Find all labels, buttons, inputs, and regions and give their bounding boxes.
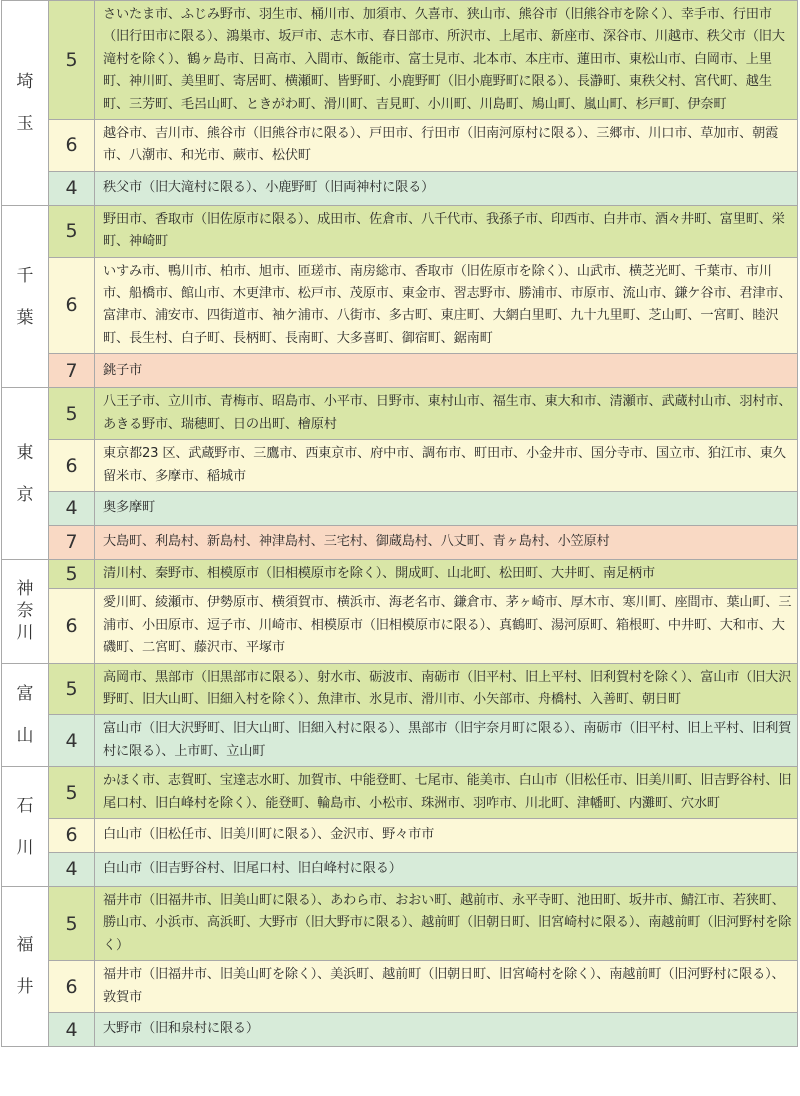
zone-number: 7 [49, 525, 95, 559]
zone-number: 6 [49, 257, 95, 354]
table-row [2, 767, 798, 819]
municipality-list: 白山市（旧吉野谷村、旧尾口村、旧白峰村に限る） [95, 852, 798, 886]
table-row [2, 388, 798, 440]
prefecture-name-char: 福 [16, 935, 34, 956]
municipality-list: さいたま市、ふじみ野市、羽生市、桶川市、加須市、久喜市、狭山市、熊谷市（旧熊谷市を除く）、幸手市、行田市（旧行田市に限る）、鴻巣市、坂戸市、志木市、春日部市、所沢市、上尾市、新座市、深谷市、川越市、秩父市（旧大滝村を除く）、鶴ヶ島市、日高市、入間市、飯能市、富士見市、北本市、本庄市、蓮田市、東松山市、白岡市、上里町、神川町、美里町、寄居町、横瀬町、皆野町、小鹿野町（旧小鹿野町に限る）、長瀞町、東秩父村、宮代町、越生町、三芳町、毛呂山町、ときがわ町、滑川町、吉見町、小川町、川島町、鳩山町、嵐山町、杉戸町、伊奈町 [95, 1, 798, 120]
municipality-list: 奥多摩町 [95, 491, 798, 525]
table-row [2, 120, 798, 172]
municipality-list: 白山市（旧松任市、旧美川町に限る）、金沢市、野々市市 [95, 818, 798, 852]
zone-number: 4 [49, 1013, 95, 1047]
table-row [2, 491, 798, 525]
zone-number: 4 [49, 715, 95, 767]
zone-number: 6 [49, 961, 95, 1013]
zone-number: 6 [49, 589, 95, 663]
zone-number: 5 [49, 767, 95, 819]
table-row [2, 440, 798, 492]
municipality-list: いすみ市、鴨川市、柏市、旭市、匝瑳市、南房総市、香取市（旧佐原市を除く）、山武市、横芝光町、千葉市、市川市、船橋市、館山市、木更津市、松戸市、茂原市、東金市、習志野市、勝浦市、市原市、流山市、鎌ケ谷市、君津市、富津市、浦安市、四街道市、袖ケ浦市、八街市、多古町、東庄町、大網白里町、九十九里町、芝山町、一宮町、睦沢町、長生村、白子町、長柄町、長南町、大多喜町、御宿町、鋸南町 [95, 257, 798, 354]
zone-number: 5 [49, 388, 95, 440]
prefecture-name-char: 埼 [16, 71, 34, 92]
zone-number: 4 [49, 852, 95, 886]
table-row [2, 257, 798, 354]
prefecture-name-char: 川 [16, 837, 34, 858]
prefecture-name-char: 東 [16, 442, 34, 463]
prefecture-cell [2, 886, 49, 1046]
table-row [2, 525, 798, 559]
municipality-list: 東京都23 区、武蔵野市、三鷹市、西東京市、府中市、調布市、町田市、小金井市、国分寺市、国立市、狛江市、東久留米市、多摩市、稲城市 [95, 440, 798, 492]
municipality-list: 高岡市、黒部市（旧黒部市に限る）、射水市、砺波市、南砺市（旧平村、旧上平村、旧利賀村を除く）、富山市（旧大沢野町、旧大山町、旧細入村を除く）、魚津市、氷見市、滑川市、小矢部市、舟橋村、入善町、朝日町 [95, 663, 798, 715]
zone-number: 5 [49, 559, 95, 588]
table-row [2, 818, 798, 852]
municipality-list: 越谷市、吉川市、熊谷市（旧熊谷市に限る）、戸田市、行田市（旧南河原村に限る）、三郷市、川口市、草加市、朝霞市、八潮市、和光市、蕨市、松伏町 [95, 120, 798, 172]
zone-number: 5 [49, 886, 95, 960]
table-row [2, 886, 798, 960]
table-row [2, 559, 798, 588]
table-row [2, 852, 798, 886]
prefecture-name-char: 葉 [16, 307, 34, 328]
table-row [2, 663, 798, 715]
table-row [2, 1, 798, 120]
zone-number: 6 [49, 120, 95, 172]
prefecture-cell [2, 388, 49, 560]
municipality-list: 大島町、利島村、新島村、神津島村、三宅村、御蔵島村、八丈町、青ヶ島村、小笠原村 [95, 525, 798, 559]
zone-number: 5 [49, 1, 95, 120]
prefecture-name-char: 神 [16, 579, 34, 600]
prefecture-name-char: 京 [16, 484, 34, 505]
zone-number: 4 [49, 491, 95, 525]
municipality-list: 銚子市 [95, 354, 798, 388]
municipality-list: 富山市（旧大沢野町、旧大山町、旧細入村に限る）、黒部市（旧宇奈月町に限る）、南砺市（旧平村、旧上平村、旧利賀村に限る）、上市町、立山町 [95, 715, 798, 767]
table-row [2, 589, 798, 663]
municipality-list: 秩父市（旧大滝村に限る）、小鹿野町（旧両神村に限る） [95, 171, 798, 205]
municipality-list: 福井市（旧福井市、旧美山町に限る）、あわら市、おおい町、越前市、永平寺町、池田町、坂井市、鯖江市、若狭町、勝山市、小浜市、高浜町、大野市（旧大野市に限る）、越前町（旧朝日町、旧宮崎村に限る）、南越前町（旧河野村を除く） [95, 886, 798, 960]
municipality-list: かほく市、志賀町、宝達志水町、加賀市、中能登町、七尾市、能美市、白山市（旧松任市、旧美川町、旧吉野谷村、旧尾口村、旧白峰村を除く）、能登町、輪島市、小松市、珠洲市、羽咋市、川北町、津幡町、内灘町、穴水町 [95, 767, 798, 819]
prefecture-cell [2, 1, 49, 206]
municipality-list: 福井市（旧福井市、旧美山町を除く）、美浜町、越前町（旧朝日町、旧宮崎村を除く）、南越前町（旧河野村に限る）、敦賀市 [95, 961, 798, 1013]
zone-number: 6 [49, 440, 95, 492]
table-row [2, 354, 798, 388]
zone-number: 5 [49, 663, 95, 715]
prefecture-name-char: 石 [16, 795, 34, 816]
zone-number: 7 [49, 354, 95, 388]
prefecture-name-char: 山 [16, 725, 34, 746]
prefecture-name-char: 奈 [16, 601, 34, 622]
prefecture-name-char: 井 [16, 977, 34, 998]
zone-number: 6 [49, 818, 95, 852]
zone-number: 5 [49, 205, 95, 257]
municipality-list: 大野市（旧和泉村に限る） [95, 1013, 798, 1047]
table-row [2, 171, 798, 205]
table-row [2, 1013, 798, 1047]
energy-zone-table [1, 0, 798, 1047]
table-row [2, 715, 798, 767]
municipality-list: 野田市、香取市（旧佐原市に限る）、成田市、佐倉市、八千代市、我孫子市、印西市、白井市、酒々井町、富里町、栄町、神崎町 [95, 205, 798, 257]
prefecture-cell [2, 767, 49, 887]
zone-number: 4 [49, 171, 95, 205]
prefecture-name-char: 富 [16, 683, 34, 704]
municipality-list: 愛川町、綾瀬市、伊勢原市、横須賀市、横浜市、海老名市、鎌倉市、茅ヶ崎市、厚木市、寒川町、座間市、葉山町、三浦市、小田原市、逗子市、川崎市、相模原市（旧相模原市に限る）、真鶴町、湯河原町、箱根町、中井町、大和市、大磯町、二宮町、藤沢市、平塚市 [95, 589, 798, 663]
prefecture-name-char: 玉 [16, 113, 34, 134]
prefecture-cell [2, 559, 49, 663]
municipality-list: 清川村、秦野市、相模原市（旧相模原市を除く）、開成町、山北町、松田町、大井町、南足柄市 [95, 559, 798, 588]
municipality-list: 八王子市、立川市、青梅市、昭島市、小平市、日野市、東村山市、福生市、東大和市、清瀬市、武蔵村山市、羽村市、あきる野市、瑞穂町、日の出町、檜原村 [95, 388, 798, 440]
prefecture-cell [2, 663, 49, 767]
prefecture-cell [2, 205, 49, 387]
table-row [2, 205, 798, 257]
table-row [2, 961, 798, 1013]
prefecture-name-char: 川 [16, 623, 34, 644]
prefecture-name-char: 千 [16, 265, 34, 286]
